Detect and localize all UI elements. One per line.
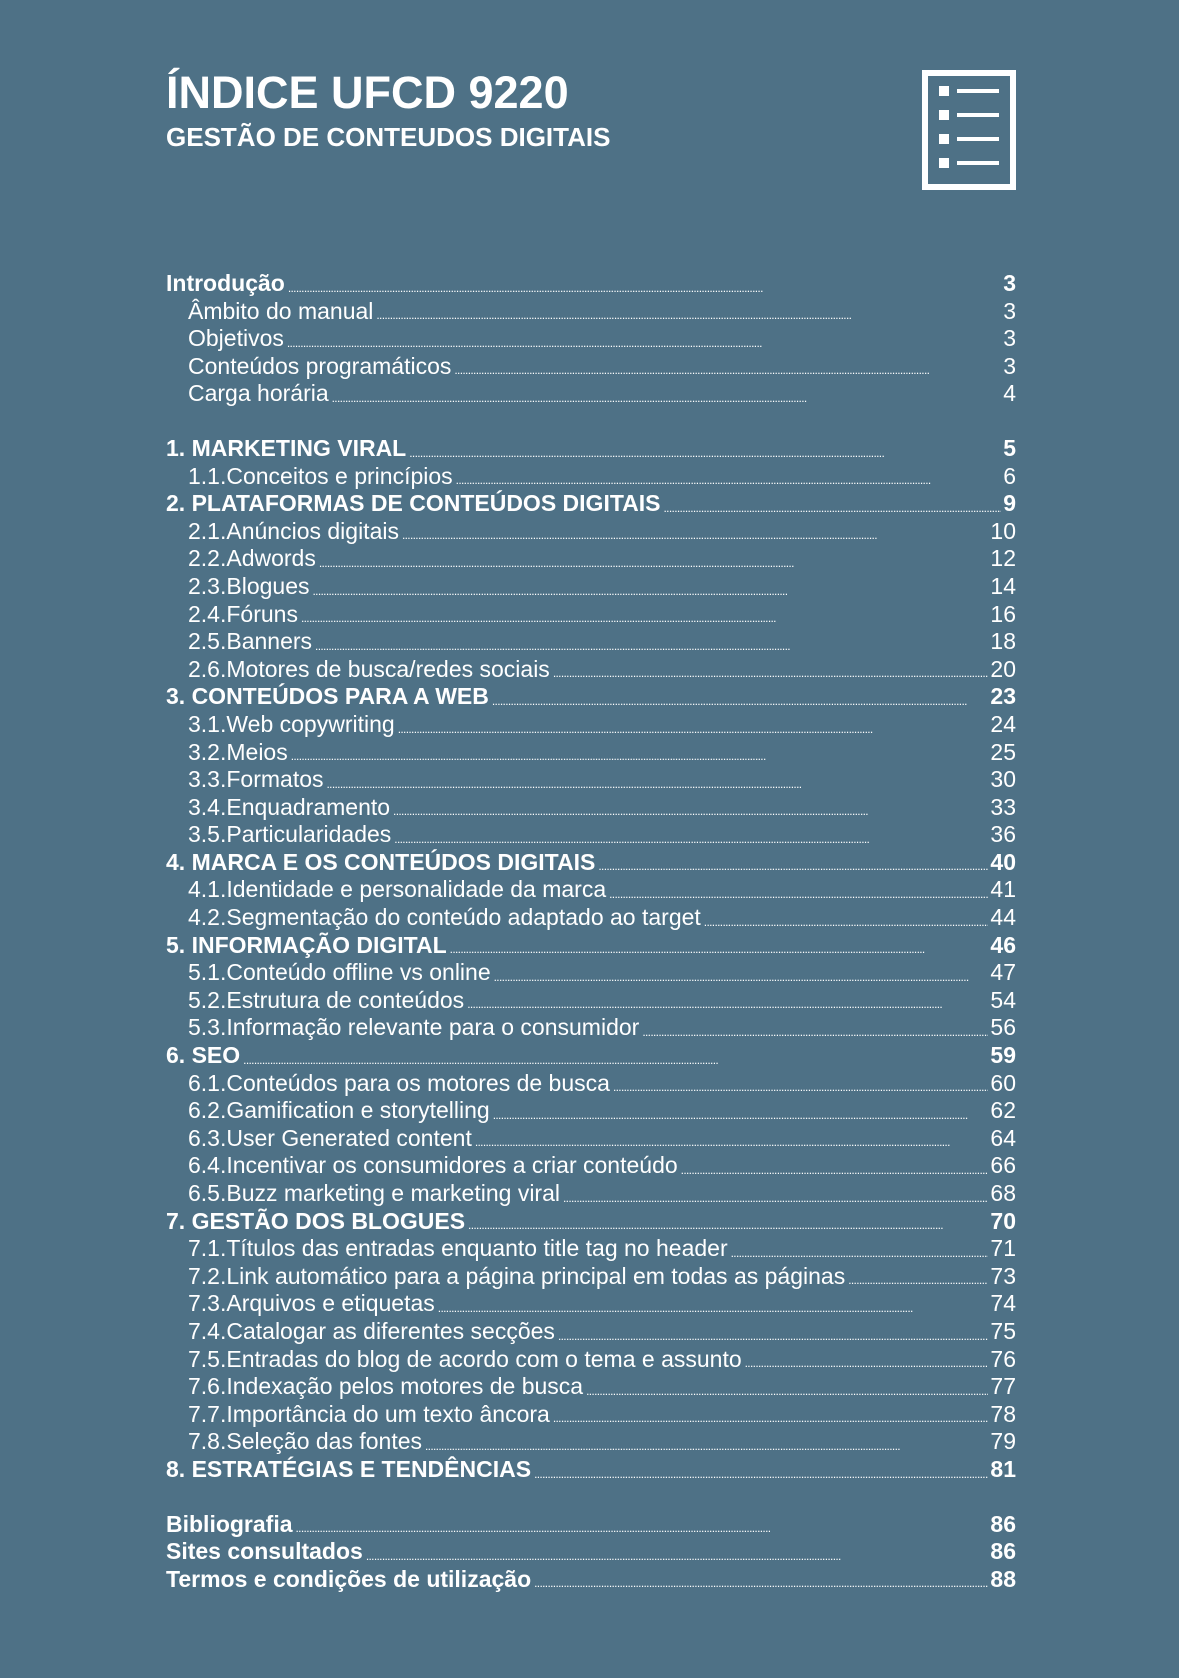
dot-leader	[563, 1180, 988, 1208]
toc-subsection-entry[interactable]	[166, 959, 1016, 987]
dot-leader	[704, 904, 989, 932]
dot-leader	[534, 1566, 988, 1594]
toc-entry-label: 2.2.Adwords	[188, 545, 316, 572]
toc-subsection-entry[interactable]	[166, 739, 1016, 767]
toc-spacer	[166, 408, 1016, 435]
dot-leader	[467, 987, 988, 1015]
dot-leader	[494, 959, 989, 987]
dot-leader	[287, 325, 1001, 353]
toc-page-number: 3	[1003, 325, 1016, 352]
toc-entry-label: 4. MARCA E OS CONTEÚDOS DIGITAIS	[166, 848, 596, 875]
dot-leader	[376, 298, 1001, 326]
dot-leader	[534, 1456, 988, 1484]
toc-subsection-entry[interactable]	[166, 1014, 1016, 1042]
dot-leader	[454, 353, 1001, 381]
dot-leader	[664, 490, 1002, 518]
toc-page-number: 14	[990, 572, 1016, 599]
toc-entry-label: Termos e condições de utilização	[166, 1565, 532, 1592]
toc-page-number: 71	[990, 1235, 1016, 1262]
toc-subsection-entry[interactable]	[166, 1097, 1016, 1125]
toc-subsection-entry[interactable]	[166, 463, 1016, 491]
toc-subsection-entry[interactable]	[166, 794, 1016, 822]
dot-leader	[745, 1346, 989, 1374]
toc-subsection-entry[interactable]	[166, 904, 1016, 932]
toc-entry-label: 6.5.Buzz marketing e marketing viral	[188, 1180, 560, 1206]
dot-leader	[288, 270, 1001, 298]
toc-section-entry[interactable]	[166, 435, 1016, 463]
toc-subsection-entry[interactable]	[166, 987, 1016, 1015]
dot-leader	[613, 1070, 988, 1098]
toc-entry-label: 2.3.Blogues	[188, 572, 310, 599]
toc-subsection-entry[interactable]	[166, 1235, 1016, 1263]
toc-subsection-entry[interactable]	[166, 573, 1016, 601]
toc-section-entry[interactable]	[166, 1566, 1016, 1594]
toc-page-number: 3	[1003, 270, 1016, 296]
toc-subsection-entry[interactable]	[166, 1318, 1016, 1346]
toc-subsection-entry[interactable]	[166, 518, 1016, 546]
toc-entry-label: 6.1.Conteúdos para os motores de busca	[188, 1069, 610, 1096]
toc-page-number: 75	[990, 1317, 1016, 1344]
toc-subsection-entry[interactable]	[166, 545, 1016, 573]
dot-leader	[315, 628, 988, 656]
dot-leader	[319, 545, 989, 573]
dot-leader	[456, 463, 1002, 491]
toc-page-number: 81	[990, 1455, 1016, 1482]
toc-entry-label: 8. ESTRATÉGIAS E TENDÊNCIAS	[166, 1455, 532, 1482]
toc-section-entry[interactable]	[166, 932, 1016, 960]
toc-section-entry[interactable]	[166, 1511, 1016, 1539]
toc-subsection-entry[interactable]	[166, 380, 1016, 408]
toc-page-number: 20	[990, 655, 1016, 682]
toc-entry-label: 2.6.Motores de busca/redes sociais	[188, 655, 550, 682]
toc-subsection-entry[interactable]	[166, 601, 1016, 629]
toc-subsection-entry[interactable]	[166, 1428, 1016, 1456]
toc-entry-label: 5.1.Conteúdo offline vs online	[188, 959, 491, 986]
toc-subsection-entry[interactable]	[166, 711, 1016, 739]
toc-entry-label: 4.1.Identidade e personalidade da marca	[188, 876, 607, 903]
toc-entry-label: 7.7.Importância do um texto âncora	[188, 1400, 550, 1427]
toc-entry-label: 3.4.Enquadramento	[188, 793, 391, 820]
table-of-contents	[166, 270, 1016, 1593]
toc-entry-label: 3. CONTEÚDOS PARA A WEB	[166, 683, 489, 710]
toc-entry-label: 3.1.Web copywriting	[188, 710, 395, 737]
toc-section-entry[interactable]	[166, 1456, 1016, 1484]
toc-page-number: 54	[990, 986, 1016, 1013]
toc-entry-label: 6.4.Incentivar os consumidores a criar conteúdo	[188, 1152, 678, 1179]
page-subtitle: GESTÃO DE CONTEUDOS DIGITAIS	[166, 122, 611, 152]
dot-leader	[243, 1042, 988, 1070]
toc-page-number: 10	[990, 517, 1016, 544]
toc-entry-label: 3.3.Formatos	[188, 766, 324, 793]
toc-page-number: 59	[990, 1042, 1016, 1069]
toc-subsection-entry[interactable]	[166, 656, 1016, 684]
dot-leader	[681, 1152, 989, 1180]
toc-page-number: 79	[990, 1428, 1016, 1455]
dot-leader	[450, 932, 989, 960]
toc-subsection-entry[interactable]	[166, 1346, 1016, 1374]
dot-leader	[291, 739, 989, 767]
toc-page-number: 25	[990, 738, 1016, 765]
toc-entry-label: 1. MARKETING VIRAL	[166, 434, 407, 461]
toc-entry-label: Conteúdos programáticos	[188, 352, 452, 379]
dot-leader	[402, 518, 988, 546]
toc-page-number: 76	[990, 1345, 1016, 1372]
dot-leader	[586, 1373, 988, 1401]
toc-page-number: 86	[990, 1538, 1016, 1565]
toc-page-number: 77	[990, 1373, 1016, 1400]
toc-entry-label: 7.5.Entradas do blog de acordo com o tema e assunto	[188, 1345, 742, 1372]
toc-page-number: 64	[990, 1124, 1016, 1151]
toc-section-entry[interactable]	[166, 1208, 1016, 1236]
toc-page-number: 68	[990, 1180, 1016, 1206]
toc-entry-label: 5.3.Informação relevante para o consumidor	[188, 1014, 640, 1041]
toc-entry-label: 7. GESTÃO DOS BLOGUES	[166, 1207, 466, 1234]
dot-leader	[332, 380, 1002, 408]
toc-section-entry[interactable]	[166, 270, 1016, 298]
toc-entry-label: 6.3.User Generated content	[188, 1124, 472, 1151]
toc-entry-label: 3.5.Particularidades	[188, 821, 392, 848]
toc-entry-label: Introdução	[166, 270, 285, 296]
toc-page-number: 78	[990, 1400, 1016, 1427]
toc-page-number: 12	[990, 545, 1016, 572]
toc-section-entry[interactable]	[166, 849, 1016, 877]
toc-entry-label: 1.1.Conceitos e princípios	[188, 462, 453, 489]
document-list-icon	[922, 70, 1016, 190]
toc-entry-label: 7.1.Títulos das entradas enquanto title tag no header	[188, 1235, 728, 1262]
toc-entry-label: 2. PLATAFORMAS DE CONTEÚDOS DIGITAIS	[166, 490, 661, 517]
toc-entry-label: Carga horária	[188, 380, 329, 407]
toc-subsection-entry[interactable]	[166, 1290, 1016, 1318]
dot-leader	[393, 794, 988, 822]
toc-subsection-entry[interactable]	[166, 821, 1016, 849]
toc-entry-label: 5. INFORMAÇÃO DIGITAL	[166, 931, 447, 958]
toc-page-number: 62	[990, 1097, 1016, 1124]
toc-page-number: 16	[990, 600, 1016, 627]
toc-entry-label: 7.2.Link automático para a página principal em todas as páginas	[188, 1262, 846, 1289]
toc-page-number: 74	[990, 1290, 1016, 1317]
toc-entry-label: 6.2.Gamification e storytelling	[188, 1097, 490, 1124]
toc-page-number: 5	[1003, 434, 1016, 461]
toc-page-number: 66	[990, 1152, 1016, 1179]
toc-page-number: 88	[990, 1565, 1016, 1592]
toc-entry-label: 5.2.Estrutura de conteúdos	[188, 986, 465, 1013]
toc-entry-label: 7.4.Catalogar as diferentes secções	[188, 1317, 555, 1344]
toc-spacer	[166, 1484, 1016, 1511]
toc-entry-label: Bibliografia	[166, 1510, 293, 1537]
toc-subsection-entry[interactable]	[166, 1152, 1016, 1180]
dot-leader	[409, 435, 1001, 463]
toc-subsection-entry[interactable]	[166, 1180, 1016, 1208]
toc-page-number: 73	[990, 1262, 1016, 1289]
toc-entry-label: 2.1.Anúncios digitais	[188, 517, 399, 544]
dot-leader	[425, 1428, 988, 1456]
dot-leader	[642, 1014, 988, 1042]
toc-page-number: 3	[1003, 297, 1016, 324]
dot-leader	[731, 1235, 989, 1263]
toc-page-number: 9	[1003, 490, 1016, 517]
toc-entry-label: Objetivos	[188, 325, 284, 352]
toc-page-number: 4	[1003, 380, 1016, 407]
toc-entry-label: 4.2.Segmentação do conteúdo adaptado ao target	[188, 904, 701, 931]
toc-page-number: 6	[1003, 462, 1016, 489]
toc-subsection-entry[interactable]	[166, 1263, 1016, 1291]
toc-page-number: 3	[1003, 352, 1016, 379]
toc-page-number: 36	[990, 821, 1016, 848]
toc-entry-label: 2.5.Banners	[188, 628, 313, 655]
toc-page-number: 70	[990, 1207, 1016, 1234]
toc-subsection-entry[interactable]	[166, 766, 1016, 794]
toc-subsection-entry[interactable]	[166, 325, 1016, 353]
toc-page-number: 33	[990, 793, 1016, 820]
toc-page-number: 86	[990, 1510, 1016, 1537]
toc-page-number: 44	[990, 904, 1016, 931]
toc-subsection-entry[interactable]	[166, 1373, 1016, 1401]
dot-leader	[296, 1511, 989, 1539]
toc-entry-label: 2.4.Fóruns	[188, 600, 298, 627]
dot-leader	[848, 1263, 988, 1291]
toc-subsection-entry[interactable]	[166, 876, 1016, 904]
page-title: ÍNDICE UFCD 9220	[166, 67, 569, 118]
dot-leader	[366, 1538, 989, 1566]
dot-leader	[327, 766, 989, 794]
toc-subsection-entry[interactable]	[166, 1070, 1016, 1098]
toc-subsection-entry[interactable]	[166, 353, 1016, 381]
dot-leader	[493, 1097, 989, 1125]
dot-leader	[468, 1208, 988, 1236]
dot-leader	[301, 601, 988, 629]
dot-leader	[492, 683, 989, 711]
toc-page-number: 56	[990, 1014, 1016, 1041]
toc-subsection-entry[interactable]	[166, 628, 1016, 656]
toc-page-number: 18	[990, 628, 1016, 655]
dot-leader	[558, 1318, 988, 1346]
dot-leader	[553, 1401, 989, 1429]
toc-page-number: 46	[990, 931, 1016, 958]
toc-entry-label: 6. SEO	[166, 1042, 241, 1069]
toc-subsection-entry[interactable]	[166, 298, 1016, 326]
toc-section-entry[interactable]	[166, 490, 1016, 518]
toc-page-number: 40	[990, 848, 1016, 875]
toc-entry-label: Âmbito do manual	[188, 297, 374, 324]
toc-page-number: 47	[990, 959, 1016, 986]
toc-entry-label: 7.3.Arquivos e etiquetas	[188, 1290, 435, 1317]
toc-section-entry[interactable]	[166, 1042, 1016, 1070]
dot-leader	[394, 821, 988, 849]
dot-leader	[475, 1125, 989, 1153]
dot-leader	[398, 711, 989, 739]
dot-leader	[312, 573, 988, 601]
toc-page-number: 23	[990, 683, 1016, 710]
toc-page-number: 24	[990, 710, 1016, 737]
dot-leader	[598, 849, 988, 877]
toc-page-number: 41	[990, 876, 1016, 903]
toc-page-number: 60	[990, 1069, 1016, 1096]
toc-entry-label: 7.8.Seleção das fontes	[188, 1428, 422, 1455]
dot-leader	[553, 656, 989, 684]
toc-section-entry[interactable]	[166, 1538, 1016, 1566]
dot-leader	[609, 876, 988, 904]
toc-entry-label: Sites consultados	[166, 1538, 363, 1565]
dot-leader	[438, 1290, 989, 1318]
toc-subsection-entry[interactable]	[166, 1401, 1016, 1429]
toc-entry-label: 3.2.Meios	[188, 738, 288, 765]
toc-entry-label: 7.6.Indexação pelos motores de busca	[188, 1373, 584, 1400]
toc-subsection-entry[interactable]	[166, 1125, 1016, 1153]
toc-page-number: 30	[990, 766, 1016, 793]
toc-section-entry[interactable]	[166, 683, 1016, 711]
